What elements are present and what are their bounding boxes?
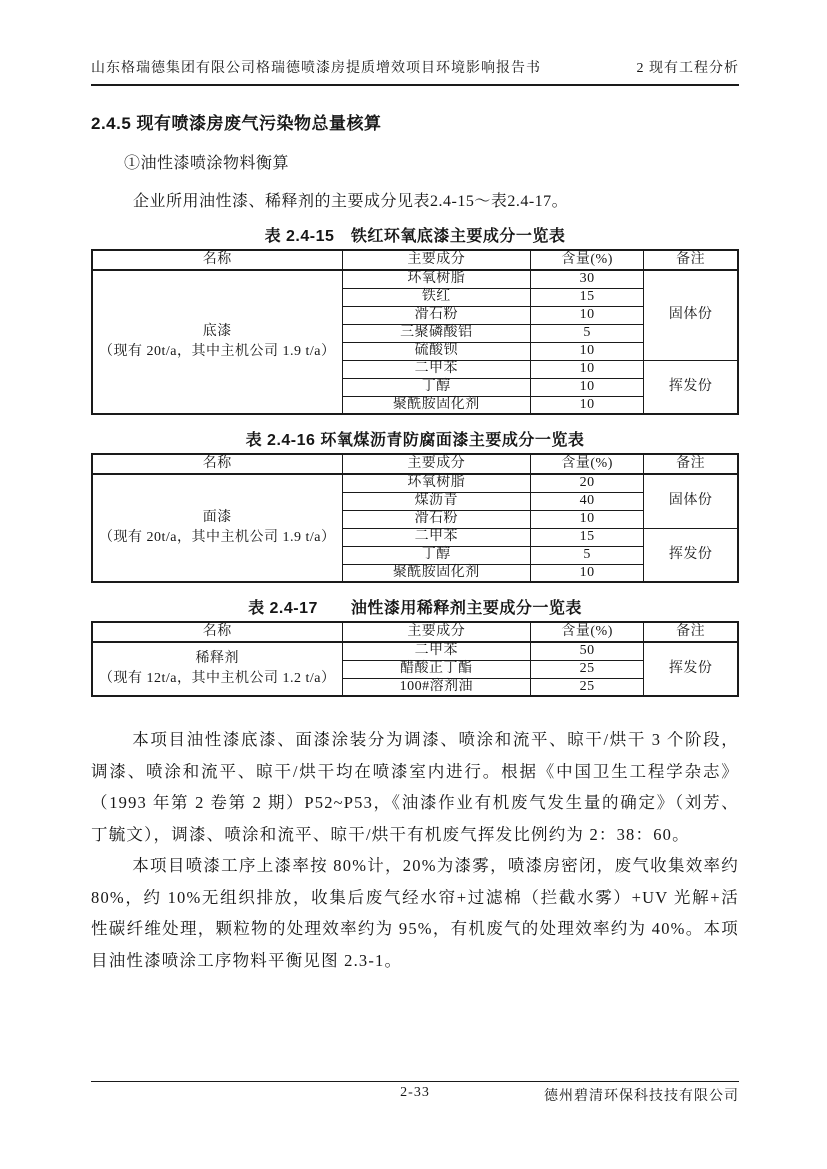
- remark-cell: 挥发份: [644, 642, 738, 696]
- col-header-remark: 备注: [644, 250, 738, 270]
- col-header-name: 名称: [92, 250, 342, 270]
- paint-name: 稀释剂: [195, 650, 239, 666]
- value-cell: 10: [531, 564, 644, 582]
- component-cell: 醋酸正丁酯: [342, 660, 531, 678]
- col-header-component: 主要成分: [342, 250, 531, 270]
- name-cell: [92, 642, 342, 696]
- section-heading: 2.4.5 现有喷漆房废气污染物总量核算: [91, 114, 382, 133]
- component-cell: 环氧树脂: [342, 270, 531, 288]
- component-cell: 二甲苯: [342, 360, 531, 378]
- value-cell: 30: [531, 270, 644, 288]
- value-cell: 15: [531, 288, 644, 306]
- name-cell: [92, 270, 342, 414]
- component-cell: 煤沥青: [342, 492, 531, 510]
- component-cell: 丁醇: [342, 378, 531, 396]
- component-cell: 滑石粉: [342, 306, 531, 324]
- paint-name: 底漆: [202, 323, 232, 339]
- paragraph-process-stages: 本项目油性漆底漆、面漆涂装分为调漆、喷涂和流平、晾干/烘干 3 个阶段，调漆、喷涂和流平、晾干/烘干均在喷漆室内进行。根据《中国卫生工程学杂志》（1993 年第 2 卷第 2 期）P52~P53，《油漆作业有机废气发生量的确定》（刘芳、丁毓文），调漆、喷涂和流平、晾干/烘干有机废气挥发比例约为 2：38：60。: [91, 730, 739, 844]
- paint-name: 面漆: [202, 509, 232, 525]
- value-cell: 5: [531, 546, 644, 564]
- remark-cell: 固体份: [644, 474, 738, 528]
- col-header-remark: 备注: [644, 454, 738, 474]
- value-cell: 10: [531, 396, 644, 414]
- table-2-4-15: [91, 249, 739, 415]
- value-cell: 15: [531, 528, 644, 546]
- remark-cell: 挥发份: [644, 528, 738, 582]
- value-cell: 10: [531, 378, 644, 396]
- value-cell: 10: [531, 360, 644, 378]
- paint-quantity-note: （现有 20t/a，其中主机公司 1.9 t/a）: [99, 344, 336, 359]
- subsection-item-label: ①油性漆喷涂物料衡算: [124, 155, 290, 172]
- header-report-title: 山东格瑞德集团有限公司格瑞德喷漆房提质增效项目环境影响报告书: [91, 61, 541, 76]
- component-cell: 聚酰胺固化剂: [342, 564, 531, 582]
- col-header-content: 含量(%): [531, 622, 644, 642]
- table-caption-2-4-15: 表 2.4-15 铁红环氧底漆主要成分一览表: [264, 228, 566, 245]
- remark-cell: 挥发份: [644, 360, 738, 414]
- table-row: [92, 270, 738, 288]
- paint-quantity-note: （现有 12t/a，其中主机公司 1.2 t/a）: [99, 671, 336, 686]
- col-header-name: 名称: [92, 454, 342, 474]
- intro-sentence: 企业所用油性漆、稀释剂的主要成分见表2.4-15～表2.4-17。: [133, 193, 569, 210]
- table-caption-2-4-16: 表 2.4-16 环氧煤沥青防腐面漆主要成分一览表: [245, 432, 585, 449]
- page-content: [91, 57, 739, 976]
- component-cell: 铁红: [342, 288, 531, 306]
- value-cell: 20: [531, 474, 644, 492]
- table-caption-2-4-17: 表 2.4-17 油性漆用稀释剂主要成分一览表: [248, 600, 582, 617]
- remark-cell: 固体份: [644, 270, 738, 360]
- running-header: [91, 57, 739, 86]
- value-cell: 40: [531, 492, 644, 510]
- component-cell: 丁醇: [342, 546, 531, 564]
- col-header-content: 含量(%): [531, 454, 644, 474]
- component-cell: 聚酰胺固化剂: [342, 396, 531, 414]
- value-cell: 5: [531, 324, 644, 342]
- table-header-row: [92, 250, 738, 270]
- component-cell: 环氧树脂: [342, 474, 531, 492]
- value-cell: 10: [531, 342, 644, 360]
- running-footer: [91, 1081, 739, 1105]
- col-header-component: 主要成分: [342, 454, 531, 474]
- value-cell: 25: [531, 678, 644, 696]
- page-number: 2-33: [400, 1085, 430, 1100]
- table-header-row: [92, 622, 738, 642]
- name-cell: [92, 474, 342, 582]
- table-row: [92, 474, 738, 492]
- table-2-4-16: [91, 453, 739, 583]
- body-text: [91, 724, 739, 976]
- component-cell: 100#溶剂油: [342, 678, 531, 696]
- component-cell: 二甲苯: [342, 642, 531, 660]
- component-cell: 滑石粉: [342, 510, 531, 528]
- value-cell: 10: [531, 510, 644, 528]
- col-header-name: 名称: [92, 622, 342, 642]
- col-header-content: 含量(%): [531, 250, 644, 270]
- paint-quantity-note: （现有 20t/a，其中主机公司 1.9 t/a）: [99, 530, 336, 545]
- value-cell: 50: [531, 642, 644, 660]
- table-2-4-17: [91, 621, 739, 697]
- col-header-remark: 备注: [644, 622, 738, 642]
- component-cell: 二甲苯: [342, 528, 531, 546]
- col-header-component: 主要成分: [342, 622, 531, 642]
- component-cell: 三聚磷酸铝: [342, 324, 531, 342]
- value-cell: 25: [531, 660, 644, 678]
- value-cell: 10: [531, 306, 644, 324]
- table-row: [92, 642, 738, 660]
- paragraph-efficiency: 本项目喷漆工序上漆率按 80%计，20%为漆雾，喷漆房密闭，废气收集效率约 80%，约 10%无组织排放，收集后废气经水帘+过滤棉（拦截水雾）+UV 光解+活性碳纤维处理，颗粒物的处理效率约为 95%，有机废气的处理效率约为 40%。本项目油性漆喷涂工序物料平衡见图 2.3-1。: [91, 856, 739, 970]
- component-cell: 硫酸钡: [342, 342, 531, 360]
- footer-company-name: 德州碧清环保科技技有限公司: [544, 1089, 739, 1104]
- header-chapter-title: 2 现有工程分析: [636, 61, 739, 76]
- table-header-row: [92, 454, 738, 474]
